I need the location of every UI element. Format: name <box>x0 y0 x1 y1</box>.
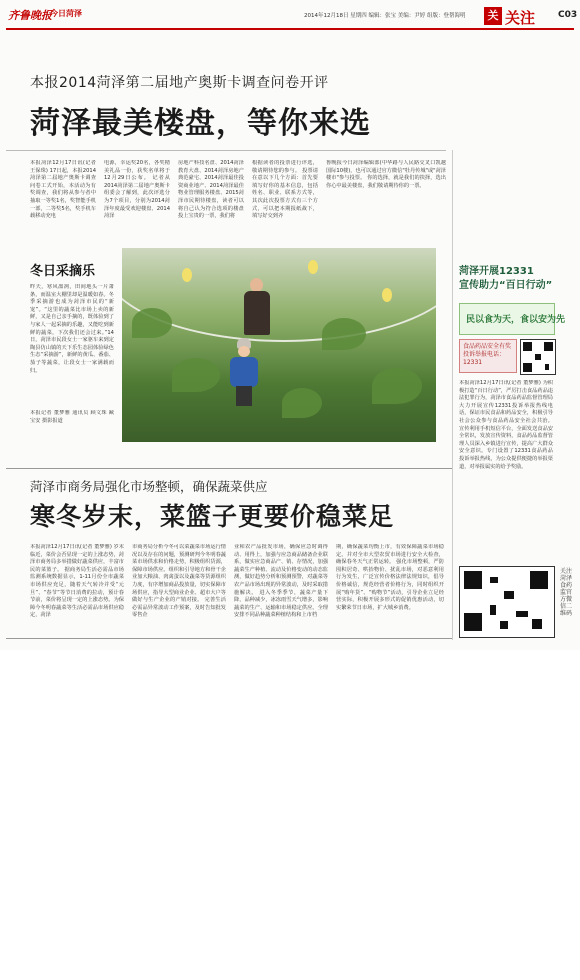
hotline-banner <box>459 339 517 373</box>
hotline-text: 食品药品安全有奖投诉举报电话：12331 <box>463 343 512 366</box>
qr-code-large <box>459 566 555 638</box>
story1-column-3: 房地产科技名盘、2014菏泽教育大盘、2014菏泽房地产典范豪宅、2014菏泽最佳投资商业地产、2014菏泽最佳物业管理服务楼盘、2015菏泽市民期待楼盘，读者可以将自己认为符合选项的楼盘投上宝贵的一票，我们将 <box>178 160 244 220</box>
divider <box>6 468 452 469</box>
bookmark-icon: 关 <box>484 7 502 25</box>
section-badge-label: 关注 <box>505 9 536 27</box>
photo-story-text: 昨天，寒风凛冽，田间地头一片萧条，而温室大棚里却是温暖如春。冬季采摘游也成为菏泽市民的“新宠”。“这里的蔬菜比市场上卖的新鲜，又是自己亲手摘的，既体验到了与家人一起采摘的乐趣，又能吃到新鲜的蔬菜，下次我们还会过来。”14日，菏泽市民段女士一家驱车来到定陶县仿山镇的天下乐生态园体验绿色生态“采摘游”，新鲜的黄瓜、番茄、茄子等蔬菜，让段女士一家满载而归。 <box>30 284 114 374</box>
story2-column-4: 期，确保蔬菜均衡上市，有效保障蔬菜市场稳定。并对全市大型农贸市场进行安全大检查，确保春冬天气正常运转。 强化市场整顿，严防囤积居奇、哄抬物价、扰乱市场，对恶意利用行为发生，广泛宣传价格法律法规知识，倡导价格诚信，规范经营者价格行为，同时组织开展“购年货”、“购物节”活动，引导企业立足经营实际，积极开展多形式的促销优惠活动，切实繁荣节日市场，扩大城乡消费。 <box>336 544 444 611</box>
story2-column-1: 本报菏泽12月17日讯(记者 董梦雅) 岁末临近，菜价会否显现一定的上涨态势，菏泽市商务局多举措做好蔬菜供应，丰富市民的菜篮子。 据商务局生活必需品市场监测系统数据显示，1-11月份全市蔬菜市场供应充足，随着天气转冷并受“元旦”、“春节”等节日消费的拉动，预计春节前，菜价将呈现一定的上涨态势。为保障今冬明春蔬菜等生活必需品市场供应稳定，菏泽 <box>30 544 124 619</box>
qr-code-small <box>520 339 556 375</box>
story1-kicker: 本报2014菏泽第二届地产奥斯卡调查问卷开评 <box>30 75 329 91</box>
column-divider <box>452 150 453 640</box>
story1-column-2: 电源，幸运奖20名，各奖精美礼品一份，获奖名单将于12月29日公布。 记者从2014菏泽第二届地产奥斯卡组委会了解到，此次评选分为7个项目，分别为2014菏泽年度最受欢迎楼盘、2014菏泽 <box>104 160 170 220</box>
photo-credit: 本报记者 董梦雅 通讯员 顾文珠 臧宝安 摄影报道 <box>30 410 114 424</box>
sidebar-headline <box>459 265 552 293</box>
story1-column-4: 根据读者的投票进行评选，敬请期待您的参与。 投票请在意以下几个方面：首先要填写好你的基本信息，包括姓名、职业、联系方式等，其次此次投票方式有三个方式，可以把本期报纸裁下，填写好交到齐 <box>252 160 318 220</box>
story2-headline: 寒冬岁末，菜篮子更要价稳菜足 <box>30 502 395 531</box>
story1-headline: 菏泽最美楼盘，等你来选 <box>30 106 371 141</box>
qr-caption: 关注菏泽食药监官方微信二维码 <box>560 568 573 617</box>
blank-margin <box>0 650 580 980</box>
divider <box>6 150 446 151</box>
divider <box>6 638 452 639</box>
sidebar-headline-line1: 菏泽开展12331 <box>459 266 534 277</box>
sidebar-text: 本报菏泽12月17日讯(记者 董梦雅) 为积极打造“百日行动”，严厉打击食品药品违法犯罪行为，菏泽市食品药品监督管理局大力开展宣传12331投诉举报热线电话，保证市民食品和药品安全，积极引导社会公众参与食品药品安全社会共治。 宣传利用手机短信平台，全面发送食品安全常识，发放宣传资料，食品药品监督管理人员深入乡镇进行宣传，提高广大群众安全意识。专门设置了12331食品药品投诉举报热线，为公众提供便捷的举报渠道，对举报属实的给予奖励。 <box>459 380 553 470</box>
food-safety-banner <box>459 303 566 335</box>
story1-column-5: 鲁晚报今日菏泽编辑部(中华路与人民路交叉口凯越国际10楼)，也可以通过官方微信"牡丹传城"或"菏泽楼市"参与投票。 你的选择，就是我们的抉择，选出你心中最美楼盘，我们敬请期待你的一票。 <box>326 160 446 189</box>
page-number: C03 <box>558 10 578 20</box>
page-header <box>6 4 578 30</box>
section-name: 今日菏泽 <box>50 9 82 18</box>
photo-story-headline: 冬日采摘乐 <box>30 264 96 279</box>
greenhouse-photo <box>122 248 436 442</box>
story2-column-2: 市商务局分析今冬可以菜蔬菜市场运行情况以及存在的问题，预测研判今冬明春蔬菜市场供求和价格走势，积极组织货源，保障市场供应。组织和引导地方和骨干企业加大粮油、肉禽蛋以及蔬菜等货源组织力度，有序增加商品投放量，切实保障市场供应，指导大型商业企业、超市大户等做好与生产企业的产销对接。 完善生活必需品异常波动工作预案，及时告知批发零售企 <box>132 544 226 619</box>
story2-column-3: 业和农产品批发市场，确保应急时调得动、用得上，加强与应急商品储备企业联系，做实应急商品产、销、存情况，加强蔬菜生产种植、流动及价格变动的动态监测，做好趋势分析和预测预警，对蔬菜等农产品市场出现的异常波动，及时采取措施解决。 进入冬季季节，蔬菜产量下降，品种减少，冰冻雨雪天气增多，影响蔬菜的生产、运输和市场稳定供应。全理安排不同品种蔬菜种植结构和上市档 <box>234 544 328 619</box>
dateline: 2014年12月18日 星期四 编辑：张宝 美编：尹婷 组版：登帮海明 <box>304 13 466 19</box>
story1-column-1: 本报菏泽12月17日讯(记者王保珠) 17日起，本报2014菏泽第二届地产奥斯卡调查问卷工式开始，本活动为有奖调查，我们将从参与者中抽取一等奖1名，奖智能手机一部，二等奖5名，奖手机车载移动充电 <box>30 160 96 220</box>
child-figure <box>230 338 258 408</box>
story2-kicker: 菏泽市商务局强化市场整顿，确保蔬菜供应 <box>30 479 268 494</box>
section-badge <box>484 4 556 28</box>
banner-slogan: 民以食为天，食以安为先 <box>466 315 566 325</box>
masthead-logo: 齐鲁晚报 <box>8 9 52 22</box>
sidebar-headline-line2: 宣传助力“百日行动” <box>459 280 553 291</box>
